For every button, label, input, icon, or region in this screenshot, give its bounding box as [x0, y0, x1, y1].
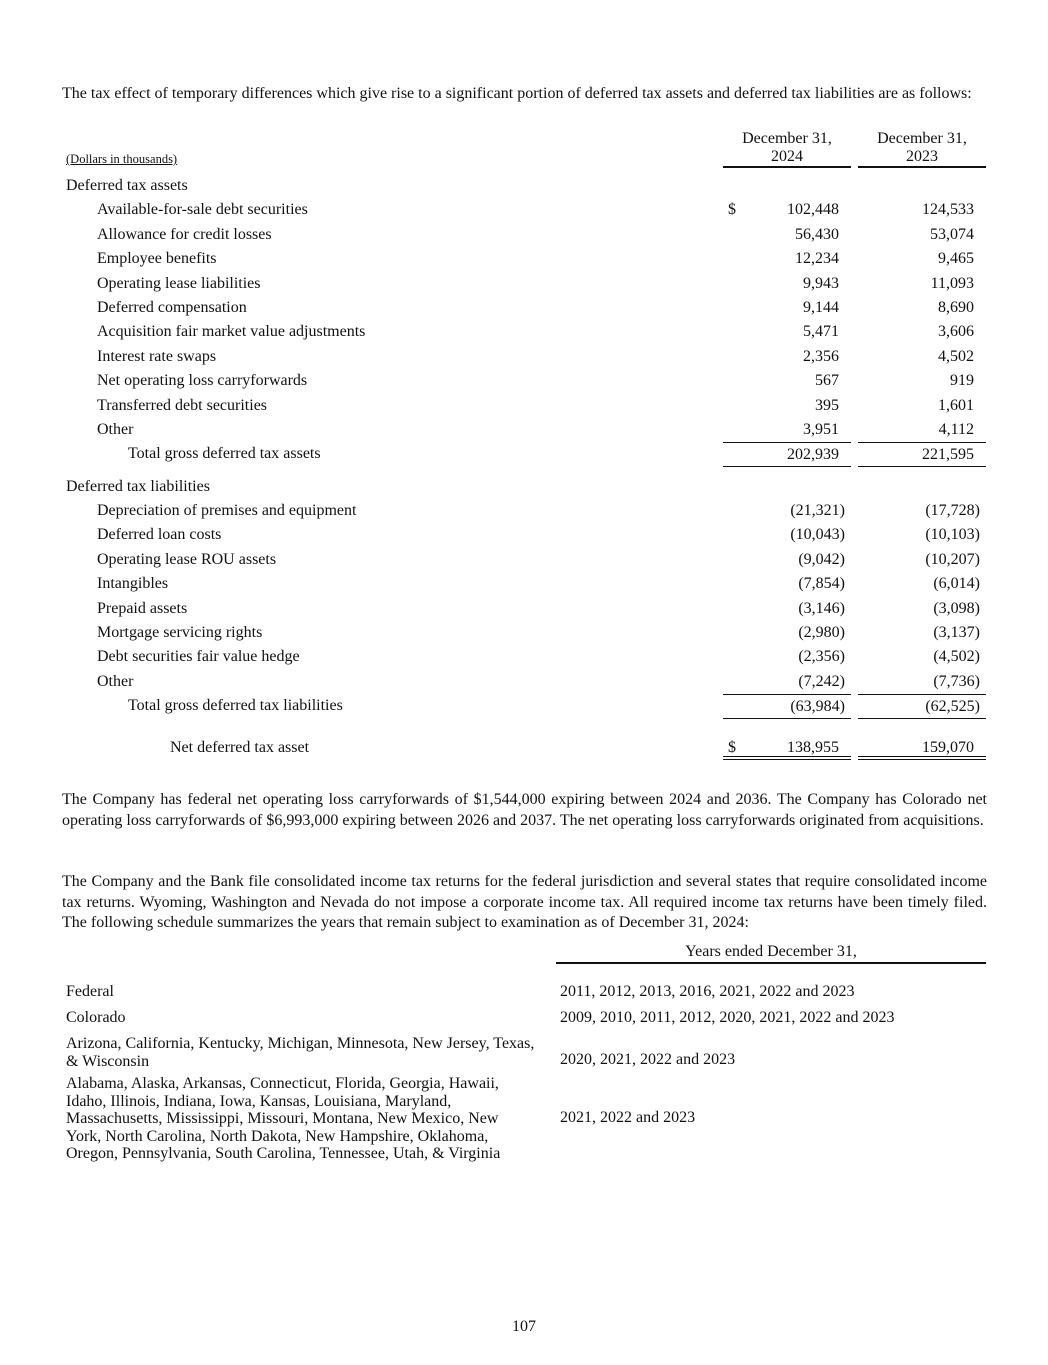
section-heading-assets: Deferred tax assets [66, 177, 188, 194]
table-row: Other 3,951 4,112 [97, 420, 974, 438]
column-header-2023: December 31, 2023 [858, 130, 986, 168]
deferred-tax-table [62, 130, 988, 760]
nol-paragraph: The Company has federal net operating loss carryforwards of $1,544,000 expiring between 2024 and 2036. The Company has Colorado net operating loss carryforwards of $6,993,000 expiring between 2026 and 2037. The net operating loss carryforwards originated from acquisitions. [62, 791, 987, 829]
spacer [62, 467, 988, 475]
column-header-2024: December 31, 2024 [723, 130, 851, 168]
schedule-header: Years ended December 31, [556, 942, 986, 964]
table-row: Operating lease liabilities 9,943 11,093 [97, 274, 974, 292]
table-row: Net operating loss carryforwards 567 919 [97, 372, 974, 390]
table-row: Operating lease ROU assets (9,042) (10,207) [97, 550, 980, 568]
table-row: Employee benefits 12,234 9,465 [97, 250, 974, 268]
table-row: Allowance for credit losses 56,430 53,074 [97, 225, 974, 243]
table-row: Depreciation of premises and equipment (21,321) (17,728) [97, 502, 980, 520]
net-deferred-tax-asset-row: Net deferred tax asset $ 138,955 159,070 [62, 736, 988, 760]
table-row: Mortgage servicing rights (2,980) (3,137) [97, 624, 980, 642]
table-row: Intangibles (7,854) (6,014) [97, 575, 980, 593]
table-row: Deferred compensation 9,144 8,690 [97, 298, 974, 316]
tax-returns-paragraph: The Company and the Bank file consolidated income tax returns for the federal jurisdiction and several states that require consolidated income tax returns. Wyoming, Washington and Nevada do not impose a corporate income tax. All required income tax returns have been timely filed. The following schedule summarizes the years that remain subject to examination as of December 31, 2024: [62, 873, 987, 931]
table-row: Deferred loan costs (10,043) (10,103) [97, 526, 980, 544]
table-row: Transferred debt securities 395 1,601 [97, 396, 974, 414]
table-row: Debt securities fair value hedge (2,356) (4,502) [97, 648, 980, 666]
intro-paragraph: The tax effect of temporary differences which give rise to a significant portion of deferred tax assets and deferred tax liabilities are as follows: [62, 85, 972, 102]
table-header [62, 130, 988, 174]
currency-symbol: $ [728, 201, 736, 219]
spacer [62, 719, 988, 736]
table-row: Available-for-sale debt securities $ 102,448 124,533 [62, 198, 988, 222]
page-number: 107 [512, 1318, 536, 1335]
section-heading-liabilities: Deferred tax liabilities [66, 477, 210, 495]
total-row-assets: Total gross deferred tax assets 202,939 221,595 [62, 442, 988, 466]
units-label: (Dollars in thousands) [66, 152, 178, 166]
table-row: Other (7,242) (7,736) [97, 672, 980, 690]
table-row: Acquisition fair market value adjustments 5,471 3,606 [97, 323, 974, 341]
currency-symbol: $ [728, 738, 736, 756]
table-row: Prepaid assets (3,146) (3,098) [97, 599, 980, 617]
table-row: Interest rate swaps 2,356 4,502 [97, 347, 974, 365]
total-row-liabilities: Total gross deferred tax liabilities (63,984) (62,525) [62, 694, 988, 718]
